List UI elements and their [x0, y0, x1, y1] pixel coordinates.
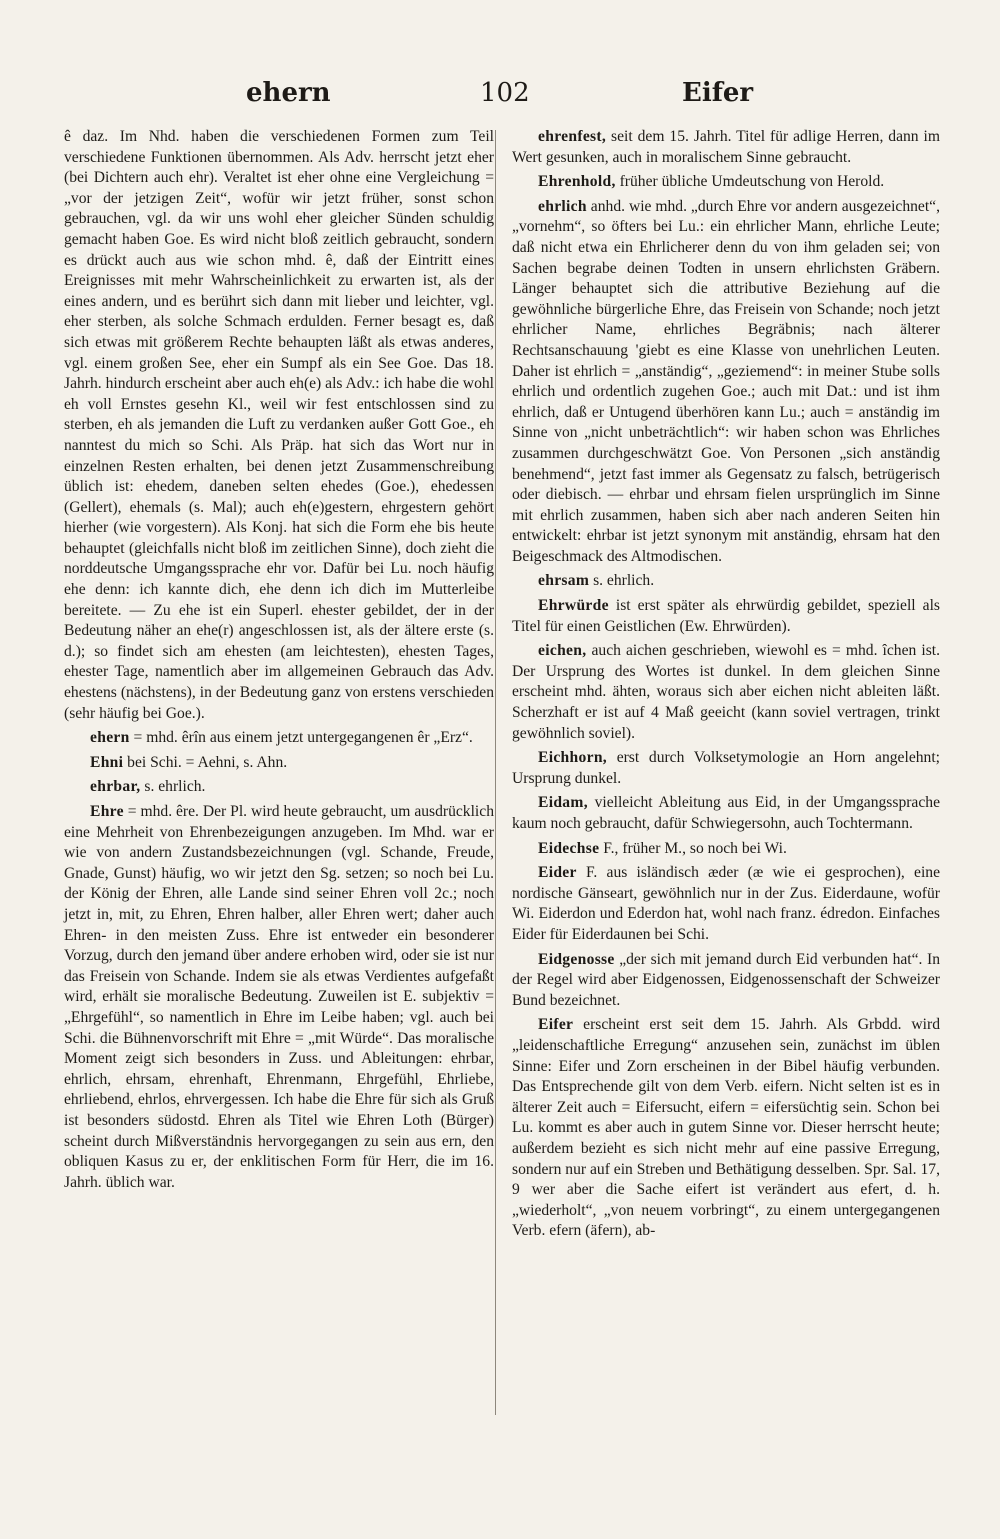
entry-headword: ehern	[90, 729, 130, 747]
entry-text: bei Schi. = Aehni, s. Ahn.	[123, 753, 288, 771]
column-divider	[495, 130, 496, 1415]
entry-headword: eichen,	[538, 642, 587, 660]
entry	[64, 127, 494, 724]
entry	[64, 753, 494, 774]
entry	[512, 596, 940, 637]
entry-headword: ehrenfest,	[538, 128, 607, 145]
entry-text: s. ehrlich.	[589, 572, 655, 590]
entry-headword: Eidam,	[538, 794, 588, 812]
entry-headword: Eifer	[538, 1016, 574, 1034]
entry-text: „der sich mit jemand durch Eid verbunden hat“. In der Regel wird aber Eidgenossen, Eidgenossenschaft der Schweizer Bund bezeichnet.	[512, 950, 940, 1009]
entry-text: erscheint erst seit dem 15. Jahrh. Als Grbdd. wird „leidenschaftliche Erregung“ anzusehen sein, zunächst im üblen Sinne: Eifer und Zorn erscheinen in der Bibel häufig verbunden. Das Entsprechende gilt von dem Verb. eifern. Nicht selten ist es in älterer Zeit auch = Eifersucht, eifern = eifersüchtig sein. Schon bei Lu. kommt es aber auch in gutem Sinne vor. Dieser herrscht heute; außerdem bezieht es sich nicht mehr auf eine passive Erregung, sondern nur auf ein Streben und Bethätigung desselben. Spr. Sal. 17, 9 wer aber die Sache eifert ist verändert aus efert, d. h. „wiederholt“, „von neuem vorbringt“, zu einem untergegangenen Verb. efern (äfern), ab-	[512, 1016, 940, 1240]
entry	[512, 1015, 940, 1242]
entry	[512, 641, 940, 744]
entry-text: F. aus isländisch æder (æ wie ei gesprochen), eine nordische Gänseart, gewöhnlich nur in der Zus. Eiderdaune, wofür Wi. Eiderdon und Ederdon hat, wohl nach franz. édredon. Einfaches Eider für Eiderdaunen bei Schi.	[512, 864, 940, 943]
entry	[512, 839, 940, 860]
entry-headword: Ehrenhold,	[538, 173, 616, 191]
left-column	[64, 127, 494, 1197]
entry-headword: Ehrwürde	[538, 597, 609, 615]
entry-text: F., früher M., so noch bei Wi.	[599, 839, 787, 857]
entry-text: vielleicht Ableitung aus Eid, in der Umgangssprache kaum noch gebraucht, dafür Schwiegersohn, auch Tochtermann.	[512, 794, 940, 832]
entry	[512, 748, 940, 789]
entry-text: seit dem 15. Jahrh. Titel für adlige Herren, dann im Wert gesunken, auch in moralischem Sinne gebraucht.	[512, 128, 940, 166]
entry-headword: Eidechse	[538, 839, 600, 857]
entry-text: auch aichen geschrieben, wiewohl es = mhd. îchen ist. Der Ursprung des Wortes ist dunkel. In dem gleichen Sinne erscheint mhd. ähten, woraus sich aber eichen nicht ableiten läßt. Scherzhaft er ist auf 4 Maß geeicht (kann soviel vertragen, trinkt gewöhnlich soviel).	[512, 642, 940, 742]
entry	[512, 863, 940, 945]
entry	[64, 777, 494, 798]
entry-text: ist erst später als ehrwürdig gebildet, speziell als Titel für einen Geistlichen (Ew. Ehrwürden).	[512, 597, 940, 635]
entry-headword: Ehre	[90, 803, 124, 820]
page-number: 102	[480, 78, 530, 108]
entry	[512, 127, 940, 168]
entry-text: erst durch Volksetymologie an Horn angelehnt; Ursprung dunkel.	[512, 749, 940, 787]
entry-headword: Eider	[538, 864, 577, 882]
entry	[512, 950, 940, 1012]
entry-headword: ehrbar,	[90, 778, 141, 796]
entry-headword: ehrsam	[538, 572, 590, 590]
entry-text: = mhd. êre. Der Pl. wird heute gebraucht, um ausdrücklich eine Mehrheit von Ehrenbezeigungen anzugeben. Im Mhd. war er wie von andern Zustandsbezeichnungen (vgl. Schande, Freude, Gnade, Gunst) häufig, wo wir jetzt den Sg. setzen; so noch bei Lu. der König der Ehren, alle Lande sind seiner Ehren voll 2c.; noch jetzt in, mit, zu Ehren, Ehren halber, aller Ehren wert; daher auch Ehren- in den meisten Zuss. Ehre ist entweder ein besonderer Vorzug, durch den jemand über andere erhoben wird, oder sie ist nur das Freisein von Schande. Indem sie als etwas Verdientes aufgefaßt wird, erhält sie moralische Bedeutung. Zuweilen ist E. subjektiv = „Ehrgefühl“, so namentlich in Ehre im Leibe haben; vgl. auch bei Schi. die Bühnenvorschrift mit Ehre = „mit Würde“. Das moralische Moment zeigt sich besonders in Zuss. und Ableitungen: ehrbar, ehrlich, ehrsam, ehrenhaft, Ehrenmann, Ehrgefühl, Ehrliebe, ehrliebend, ehrlos, ehrvergessen. Ich habe die Ehre für sich als Gruß ist besonders südostd. Ehren als Titel wie Ehren Loth (Bürger) scheint durch Mißverständnis hervorgegangen zu sein aus ern, den obliquen Kasus zu er, der enklitischen Form für Herr, die im 16. Jahrh. üblich war.	[64, 803, 494, 1191]
entry-text: früher übliche Umdeutschung von Herold.	[615, 173, 885, 191]
entry-text: = mhd. êrîn aus einem jetzt untergegangenen êr „Erz“.	[129, 729, 473, 747]
entry	[64, 802, 494, 1193]
entry-text: ê daz. Im Nhd. haben die verschiedenen Formen zum Teil verschiedene Funktionen übernommen. Als Adv. herrscht jetzt eher (bei Dichtern auch ehr). Veraltet ist eher ohne eine Vergleichung = „vor der jetzigen Zeit“, wofür wir jetzt früher, sonst schon gebrauchen, vgl. da wir uns wohl eher gleicher Sünden schuldig gemacht haben Goe. Es wird nicht bloß zeitlich gebraucht, sondern es drückt auch aus wie schon mhd. ê, daß der Eintritt eines Ereignisses mit mehr Wahrscheinlichkeit zu erwarten ist, als der eines andern, und es berührt sich dann mit lieber und leichter, vgl. eher sterben, als solche Schmach erdulden. Ferner besagt es, daß sich etwas mit größerem Rechte behaupten läßt als etwas anderes, vgl. einem großen See, eher ein Sumpf als ein See Goe. Das 18. Jahrh. hindurch erscheint aber auch eh(e) als Adv.: ich habe die wohl eh voll Ernstes gesehn Kl., weil wir fest entschlossen sind zu sterben, eh als jemanden die Luft zu verdanken außer Gott Goe., eh nanntest du mich so Schi. Als Präp. hat sich das Wort nur in einzelnen Resten erhalten, bei denen jetzt Zusammenschreibung üblich ist: ehedem, daneben selten ehedes (Goe.), ehedessen (Gellert), ehemals (s. Mal); auch eh(e)gestern, ehrgestern gehört hierher (wie vorgestern). Als Konj. hat sich die Form ehe bis heute behauptet (gleichfalls nicht bloß im zeitlichen Sinne), doch zieht die norddeutsche Umgangssprache ehr vor. Dafür bei Lu. noch häufig ehe denn: ich kannte dich, ehe denn ich dich im Mutterleibe bereitete. — Zu ehe ist ein Superl. ehester gebildet, der in der Bedeutung näher an ehe(r) angeschlossen ist, als der ältere erste (s. d.); so findet sich am ehesten (am leichtesten), ehesten Tages, ehester Tage, namentlich aber im allgemeinen Gebrauch das Adv. ehestens (nächstens), in der Bedeutung ganz von erstens verschieden (sehr häufig bei Goe.).	[64, 128, 494, 722]
entry-text: s. ehrlich.	[140, 778, 206, 796]
entry-headword: Eidgenosse	[538, 950, 615, 968]
entry-headword: ehrlich	[538, 197, 587, 215]
entry-text: anhd. wie mhd. „durch Ehre vor andern ausgezeichnet“, „vornehm“, so öfters bei Lu.: ein ehrlicher Mann, ehrliche Leute; daß nicht etwa ein Ehrlicherer denn du von ihm geladen sei; von Sachen begrabe deinen Todten in unsern ehrlichsten Gräbern. Länger behauptet sich die attributive Beziehung auf die gewöhnliche bürgerliche Ehre, das Freisein von Schande; noch jetzt ehrlicher Name, ehrliches Begräbnis; nach älterer Rechtsanschauung 'giebt es eine Klasse von unehrlichen Leuten. Daher ist ehrlich = „anständig“, „geziemend“: in meiner Stube solls ehrlich und ordentlich zugehen Goe.; auch mit Dat.: und ist ihm ehrlich, daß er Untugend überhören kann Lu.; auch = anständig im Sinne von „nicht unbeträchtlich“: wir haben schon was Ehrliches zusammen durchgeschwätzt Goe. Von Personen „sich anständig benehmend“, jetzt fast immer als Gegensatz zu falsch, betrügerisch oder diebisch. — ehrbar und ehrsam fielen ursprünglich im Sinne mit ehrlich zusammen, haben sich aber nach anderen Seiten hin entwickelt: ehrbar ist jetzt synonym mit anständig, ehrsam hat den Beigeschmack des Altmodischen.	[512, 197, 940, 565]
running-head	[60, 78, 940, 118]
entry-headword: Eichhorn,	[538, 749, 607, 767]
right-column	[512, 127, 940, 1246]
entry-headword: Ehni	[90, 753, 124, 771]
entry	[512, 197, 940, 568]
entry	[512, 172, 940, 193]
entry	[512, 571, 940, 592]
entry	[64, 728, 494, 749]
header-left-catchword: ehern	[246, 78, 331, 108]
header-right-catchword: Eifer	[682, 78, 754, 108]
entry	[512, 793, 940, 834]
